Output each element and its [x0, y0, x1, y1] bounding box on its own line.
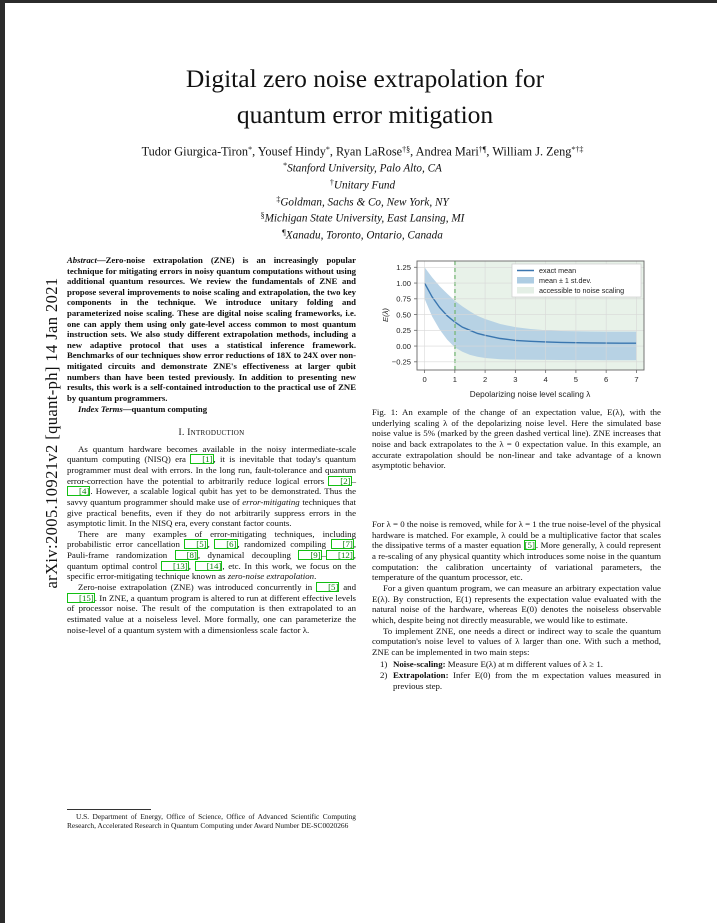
legend-label-0: exact mean	[539, 266, 577, 275]
paper-page	[5, 3, 717, 923]
paragraph	[67, 444, 356, 529]
figure-caption	[372, 407, 661, 471]
paragraph	[67, 582, 356, 635]
citation-link[interactable]: [6]	[214, 539, 237, 549]
citation-link[interactable]: [14]	[195, 561, 223, 571]
citation-link[interactable]: [4]	[67, 486, 90, 496]
abstract-label: Abstract	[67, 255, 97, 265]
list-item	[372, 670, 661, 691]
text-run: , etc. In this work, we focus on the specific error-mitigating technique known as	[67, 560, 356, 582]
citation-link[interactable]: [5]	[184, 539, 207, 549]
index-terms-label: Index Terms	[78, 404, 123, 415]
list-item-title: Noise-scaling:	[393, 658, 446, 669]
y-tick-label: 0.25	[396, 326, 411, 336]
emphasis-run: error-mitigating	[242, 496, 300, 507]
figure-1	[372, 253, 661, 408]
y-axis-label: E(λ)	[381, 308, 390, 322]
x-tick-label: 3	[513, 375, 518, 384]
funding-footnote	[67, 809, 356, 830]
legend-band-swatch	[517, 277, 534, 284]
author-list: Tudor Giurgica-Tiron*, Yousef Hindy*, Ryan LaRose†§, Andrea Mari†¶, William J. Zeng*†‡	[141, 144, 584, 159]
chart-legend	[512, 264, 641, 297]
legend-label-1: mean ± 1 st.dev.	[539, 276, 592, 285]
y-tick-label: 1.00	[396, 278, 411, 288]
text-run: ,	[188, 560, 195, 571]
citation-link[interactable]: [7]	[331, 539, 354, 549]
y-tick-label: −0.25	[391, 357, 411, 367]
right-column	[372, 519, 661, 692]
citation-link[interactable]: [9]	[298, 550, 321, 560]
citation-link[interactable]: [2]	[328, 476, 351, 486]
text-run: . More generally, λ could represent a re-scaling of any physical quantity which introduces some noise in the quantum computation: the calibration uncertainty of variational parameters, the temperature of the quantum processor, etc.	[372, 540, 661, 583]
x-tick-label: 7	[634, 375, 639, 384]
legend-label-2: accessible to noise scaling	[539, 286, 625, 295]
x-tick-label: 2	[482, 375, 488, 384]
citation-link[interactable]: [5]	[524, 540, 535, 551]
paragraph	[67, 529, 356, 582]
text-run: . However, a scalable logical qubit has yet to be demonstrated. Thus the savvy quantum programmer should make use of	[67, 486, 356, 507]
abstract	[67, 255, 356, 403]
citation-link[interactable]: [1]	[190, 454, 213, 464]
list-item-title: Extrapolation:	[393, 670, 449, 681]
text-run: –	[321, 550, 327, 561]
list-item-text: Measure E(λ) at m different values of λ ≥ 1.	[445, 658, 603, 669]
list-number: 2)	[380, 670, 388, 681]
y-tick-label: 0.75	[396, 294, 411, 304]
text-run: There are many examples of error-mitigating techniques, including probabilistic error cancellation	[67, 528, 356, 550]
paragraph: To implement ZNE, one needs a direct or indirect way to scale the quantum computation's noise level to values of λ larger than one. With such a method, ZNE can be implemented in two main steps:	[372, 625, 661, 657]
emphasis-run: zero-noise extrapolation	[227, 571, 315, 582]
affiliation-item: ¶Xanadu, Toronto, Ontario, Canada	[282, 228, 443, 242]
title-line-2: quantum error mitigation	[236, 100, 494, 129]
text-run: techniques that give practical benefits, even if they do not arbitrarily suppress errors in the asymptotic limit. In the NISQ era, every constant factor counts.	[67, 496, 356, 529]
section-heading-introduction: I. Introduction	[178, 427, 245, 438]
legend-accessible-swatch	[517, 287, 534, 294]
citation-link[interactable]: [8]	[175, 550, 198, 560]
list-item	[372, 659, 661, 670]
affiliation-item: ‡Goldman, Sachs & Co, New York, NY	[276, 194, 449, 209]
text-run: ,	[207, 539, 215, 550]
affiliation-item: †Unitary Fund	[329, 177, 396, 192]
y-tick-label: 0.50	[396, 310, 411, 320]
citation-link[interactable]: [5]	[316, 582, 339, 592]
text-run: As quantum hardware becomes available in the noisy intermediate-scale quantum computing (NISQ) era	[67, 443, 356, 465]
citation-link[interactable]: [13]	[161, 561, 189, 571]
x-tick-label: 4	[543, 375, 548, 384]
index-terms	[67, 404, 356, 415]
citation-link[interactable]: [15]	[67, 593, 95, 603]
text-run: Zero-noise extrapolation (ZNE) was introduced concurrently in	[78, 582, 317, 593]
x-tick-label: 0	[422, 375, 427, 384]
x-tick-label: 5	[573, 375, 579, 384]
text-run: , dynamical decoupling	[197, 550, 299, 561]
x-tick-label: 1	[452, 375, 457, 384]
zne-expectation-chart	[372, 253, 661, 403]
footnote-rule	[67, 809, 151, 810]
y-tick-label: 0.00	[396, 341, 411, 351]
figure-label: Fig. 1:	[372, 407, 398, 417]
footnote-text: U.S. Department of Energy, Office of Science, Office of Advanced Scientific Computing Research, Accelerated Research in Quantum Computing under Award Number DE-SC0020266	[67, 812, 356, 830]
x-tick-label: 6	[604, 375, 609, 384]
arxiv-stamp: arXiv:2005.10921v2 [quant-ph] 14 Jan 2021	[42, 277, 61, 589]
title-line-1: Digital zero noise extrapolation for	[185, 64, 545, 93]
index-terms-text: —quantum computing	[122, 404, 208, 415]
list-number: 1)	[380, 658, 388, 669]
text-run: .	[314, 571, 317, 582]
text-run: –	[351, 475, 356, 486]
affiliation-item: *Stanford University, Palo Alto, CA	[283, 161, 442, 175]
text-run: , quantum optimal control	[67, 550, 356, 571]
text-run: , it is inevitable that today's quantum programmer must deal with errors. In the long run, fault-tolerance and quantum error-correction have the potential to arbitrarily reduce logical errors	[67, 454, 356, 486]
page-title	[65, 61, 665, 133]
zne-steps-list	[372, 659, 661, 692]
y-tick-label: 1.25	[396, 263, 411, 273]
citation-link[interactable]: [12]	[326, 550, 354, 560]
figure-caption-text: An example of the change of an expectation value, E(λ), with the underlying scaling λ of the depolarizing noise level. Here the simulated base noise value is 5% (marked by the green dashed vertical line). ZNE increases that noise and back extrapolates to the λ = 0 expectation value. In this example, an accurate extrapolation should be non-linear and take advantage of a known asymptotic behavior.	[372, 407, 661, 471]
text-run: For λ = 0 the noise is removed, while for λ = 1 the true noise-level of the physical hardware is matched. For example, λ could be a multiplicative factor that scales the dissipative terms of a master equation	[372, 519, 661, 551]
abstract-text: —Zero-noise extrapolation (ZNE) is an increasingly popular technique for mitigating errors in noisy quantum computations without using additional quantum resources. We review the fundamentals of ZNE and propose several improvements to noise scaling and extrapolation, the two key components in the technique. We introduce unitary folding and parameterized noise scaling. These are digital noise scaling frameworks, i.e. one can apply them using only gate-level access common to most quantum instruction sets. We also study different extrapolation methods, including a new adaptive protocol that uses a statistical inference framework. Benchmarks of our techniques show error reductions of 18X to 24X over non-mitigated circuits and demonstrate ZNE's effectiveness at larger qubit numbers than have been tested previously. In addition to presenting new results, this work is a self-contained introduction to the practical use of ZNE by quantum programmers.	[67, 255, 356, 403]
affiliation-item: §Michigan State University, East Lansing, MI	[260, 211, 465, 225]
text-run: , randomized compiling	[237, 539, 331, 550]
paragraph: For a given quantum program, we can measure an arbitrary expectation value E(λ). By construction, E(1) represents the expectation value evaluated with the natural noise of the hardware, whereas E(0) denotes the noiseless observable which, despite being not directly measurable, we would like to estimate.	[372, 582, 661, 625]
list-item-text: Infer E(0) from the m expectation values measured in previous step.	[393, 670, 661, 691]
paragraph	[372, 519, 661, 583]
text-run: . In ZNE, a quantum program is altered to run at different effective levels of processor noise. The result of the computation is then extrapolated to an estimated value at a noiseless level. More formally, one can parameterize the noise-level of a quantum system with a dimensionless scale factor λ.	[67, 592, 356, 635]
affiliation-list	[50, 159, 675, 243]
left-column	[67, 255, 356, 635]
text-run: and	[339, 582, 356, 593]
x-axis-label: Depolarizing noise level scaling λ	[469, 390, 591, 399]
text-run: , Pauli-frame randomization	[67, 539, 357, 561]
